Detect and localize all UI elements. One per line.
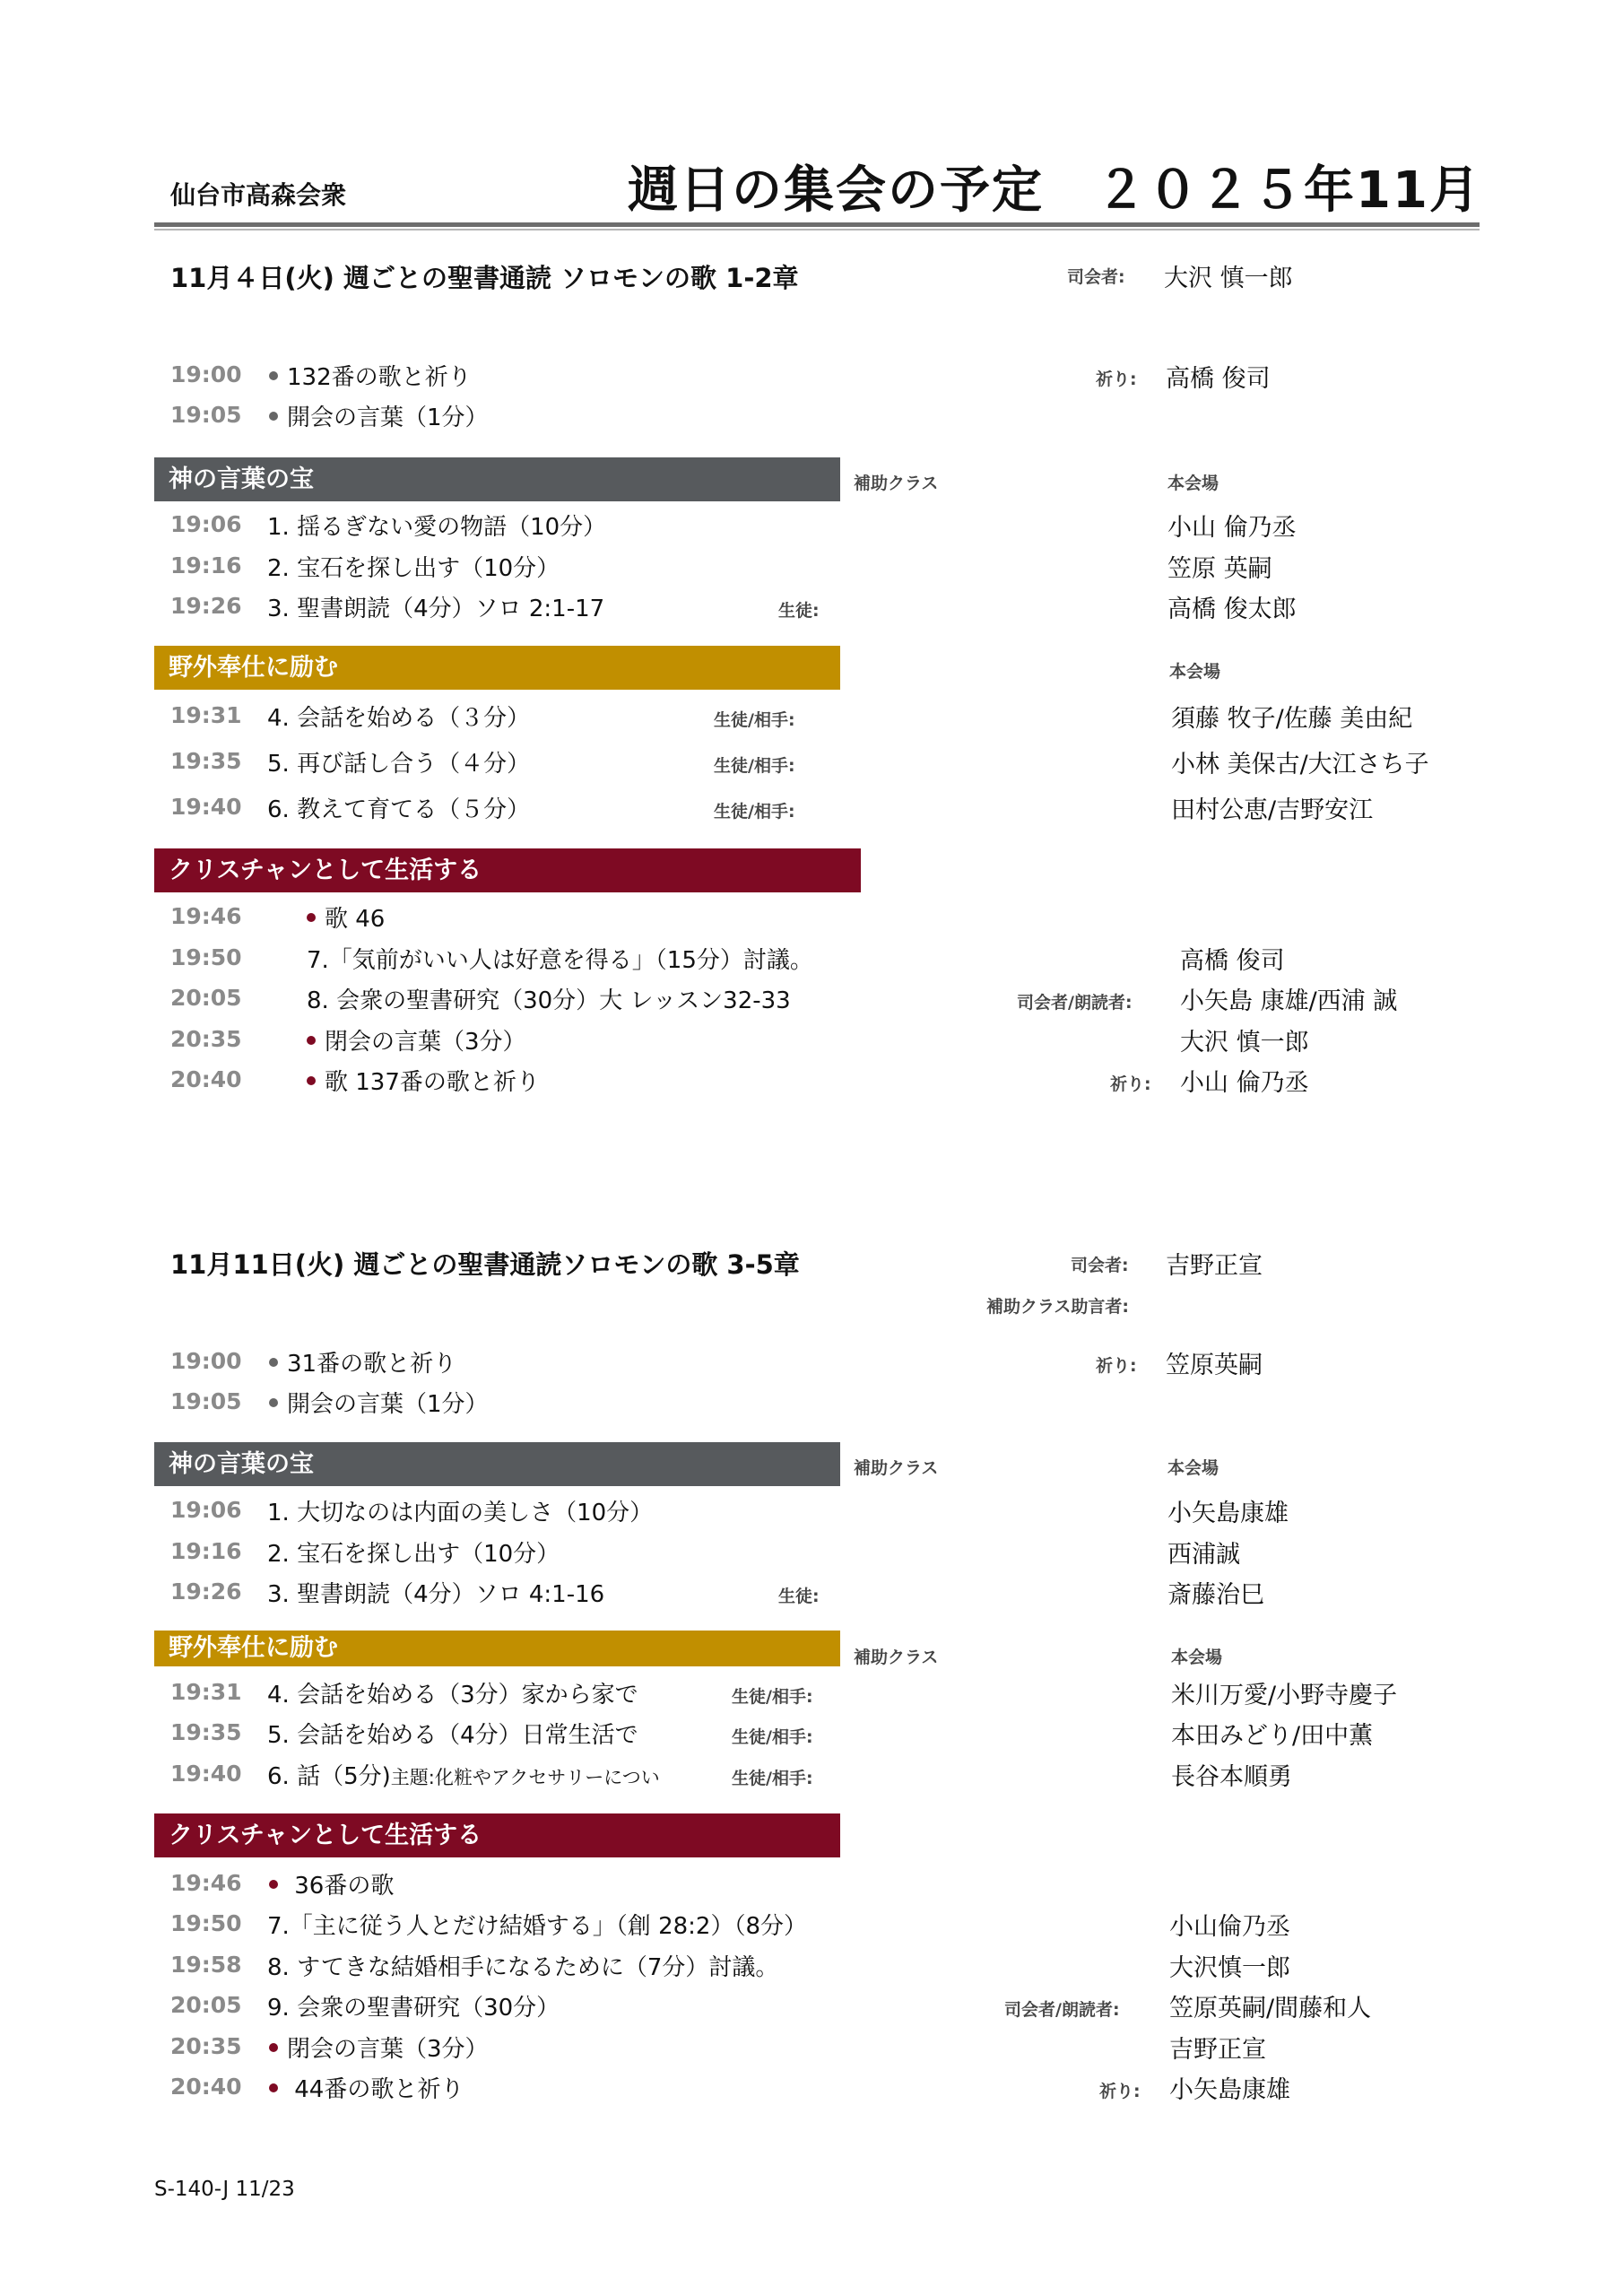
assignee-name: 小矢島康雄: [1167, 1500, 1289, 1527]
time: 19:06: [170, 1497, 242, 1523]
time: 19:26: [170, 1578, 242, 1605]
bullet-icon: [269, 1358, 278, 1367]
header-rule-light: [154, 229, 1480, 230]
main-hall-label: 本会場: [1169, 662, 1221, 682]
bullet-icon: [269, 371, 278, 380]
time: 19:46: [170, 1870, 242, 1896]
assignee-name: 小林 美保古/大江さち子: [1171, 751, 1429, 778]
assignee-name: 田村公恵/吉野安江: [1171, 796, 1374, 824]
program-item: 8. すてきな結婚相手になるために（7分）討議。: [267, 1954, 779, 1981]
assignee-name: 西浦誠: [1167, 1541, 1240, 1569]
program-item: 歌 137番の歌と祈り: [307, 1064, 540, 1097]
congregation-name: 仙台市高森会衆: [170, 180, 347, 210]
assignee-name: 笠原英嗣/間藤和人: [1169, 1995, 1372, 2022]
program-item: 閉会の言葉（3分）: [269, 2031, 489, 2064]
assignee-name: 高橋 俊司: [1166, 365, 1271, 393]
assignee-name: 小矢島康雄: [1169, 2076, 1290, 2104]
header-rule: [154, 222, 1480, 227]
aux-class-label: 補助クラス: [854, 1458, 939, 1478]
time: 19:40: [170, 1761, 242, 1787]
chairman-label: 司会者:: [1071, 1256, 1129, 1275]
role-label: 生徒/相手:: [714, 756, 795, 776]
assignee-name: 笠原 英嗣: [1167, 555, 1272, 583]
program-item: 36番の歌: [269, 1867, 394, 1900]
program-item: 5. 会話を始める（4分）日常生活で: [267, 1722, 638, 1749]
time: 20:05: [170, 1992, 242, 2018]
program-item: 2. 宝石を探し出す（10分）: [267, 555, 560, 582]
chairman-label: 司会者:: [1067, 267, 1125, 287]
bullet-icon: [269, 2043, 278, 2052]
program-item: 4. 会話を始める（3分）家から家で: [267, 1682, 638, 1709]
role-label: 祈り:: [1096, 1356, 1137, 1376]
assignee-name: 米川万愛/小野寺慶子: [1171, 1682, 1398, 1709]
assignee-name: 笠原英嗣: [1166, 1352, 1263, 1379]
time: 19:40: [170, 794, 242, 820]
time: 19:26: [170, 593, 242, 619]
program-item: 44番の歌と祈り: [269, 2071, 464, 2104]
program-item: 8. 会衆の聖書研究（30分）大 レッスン32-33: [307, 987, 791, 1014]
program-item: 132番の歌と祈り: [269, 359, 472, 392]
time: 19:06: [170, 511, 242, 537]
time: 19:35: [170, 1719, 242, 1745]
program-item: 閉会の言葉（3分）: [307, 1023, 526, 1057]
main-hall-label: 本会場: [1171, 1648, 1223, 1667]
week-heading: 11月11日(火) 週ごとの聖書通読ソロモンの歌 3-5章: [170, 1249, 800, 1280]
time: 19:00: [170, 1348, 242, 1374]
section-band-living: クリスチャンとして生活する: [154, 1813, 840, 1857]
assignee-name: 斎藤治巳: [1167, 1581, 1264, 1609]
assignee-name: 長谷本順勇: [1171, 1763, 1292, 1791]
program-item: 7.「気前がいい人は好意を得る」（15分）討議。: [307, 947, 813, 974]
main-hall-label: 本会場: [1167, 474, 1219, 493]
chairman-name: 大沢 慎一郎: [1164, 265, 1293, 292]
time: 20:35: [170, 1026, 242, 1052]
program-item: 歌 46: [307, 900, 385, 934]
time: 19:35: [170, 748, 242, 774]
chairman-name: 吉野正宣: [1166, 1252, 1263, 1280]
program-item: 1. 揺るぎない愛の物語（10分）: [267, 514, 607, 541]
section-band-ministry: 野外奉仕に励む: [154, 646, 840, 690]
assignee-name: 須藤 牧子/佐藤 美由紀: [1171, 705, 1413, 733]
time: 19:58: [170, 1952, 242, 1978]
section-band-treasures: 神の言葉の宝: [154, 457, 840, 501]
week-heading: 11月４日(火) 週ごとの聖書通読 ソロモンの歌 1-2章: [170, 263, 799, 293]
program-item: 31番の歌と祈り: [269, 1345, 456, 1378]
time: 19:31: [170, 702, 242, 728]
program-item: 3. 聖書朗読（4分）ソロ 2:1-17: [267, 596, 605, 622]
time: 19:05: [170, 1388, 242, 1414]
assignee-name: 高橋 俊太郎: [1167, 596, 1297, 623]
role-label: 生徒/相手:: [732, 1687, 813, 1707]
assignee-name: 小山倫乃丞: [1169, 1913, 1290, 1941]
time: 20:40: [170, 1066, 242, 1092]
assignee-name: 吉野正宣: [1169, 2036, 1266, 2064]
aux-class-label: 補助クラス: [854, 1648, 939, 1667]
time: 20:40: [170, 2074, 242, 2100]
bullet-icon: [269, 1880, 278, 1889]
main-hall-label: 本会場: [1167, 1458, 1219, 1478]
role-label: 生徒/相手:: [714, 802, 795, 822]
time: 19:05: [170, 402, 242, 428]
role-label: 生徒/相手:: [732, 1727, 813, 1747]
time: 19:00: [170, 361, 242, 387]
time: 19:16: [170, 1538, 242, 1564]
time: 19:50: [170, 1910, 242, 1936]
assignee-name: 大沢慎一郎: [1169, 1954, 1290, 1982]
role-label: 祈り:: [1110, 1074, 1151, 1094]
program-item: 7.「主に従う人とだけ結婚する」（創 28:2）（8分）: [267, 1913, 807, 1940]
time: 20:35: [170, 2033, 242, 2059]
aux-class-label: 補助クラス: [854, 474, 939, 493]
section-band-treasures: 神の言葉の宝: [154, 1442, 840, 1486]
form-code: S-140-J 11/23: [154, 2178, 295, 2201]
document-title: 週日の集会の予定 ２０２５年11月: [628, 161, 1481, 220]
role-label: 生徒:: [778, 1587, 820, 1606]
time: 19:16: [170, 552, 242, 578]
program-item: 開会の言葉（1分）: [269, 1386, 489, 1419]
program-item: 6. 話（5分)主題:化粧やアクセサリーについ: [267, 1763, 660, 1790]
program-item: 6. 教えて育てる（５分）: [267, 796, 531, 823]
assignee-name: 小山 倫乃丞: [1180, 1069, 1309, 1097]
bullet-icon: [269, 1398, 278, 1407]
assignee-name: 高橋 俊司: [1180, 947, 1285, 975]
program-item: 2. 宝石を探し出す（10分）: [267, 1541, 560, 1568]
time: 20:05: [170, 985, 242, 1011]
assignee-name: 小山 倫乃丞: [1167, 514, 1297, 542]
program-item: 3. 聖書朗読（4分）ソロ 4:1-16: [267, 1581, 605, 1608]
program-item: 開会の言葉（1分）: [269, 399, 489, 432]
assignee-name: 大沢 慎一郎: [1180, 1029, 1309, 1057]
bullet-icon: [307, 913, 316, 922]
role-label: 祈り:: [1099, 2082, 1141, 2101]
role-label: 生徒/相手:: [714, 710, 795, 730]
program-item: 1. 大切なのは内面の美しさ（10分）: [267, 1500, 654, 1526]
time: 19:31: [170, 1679, 242, 1705]
program-item: 4. 会話を始める（３分）: [267, 705, 531, 732]
talk-theme: 主題:化粧やアクセサリーについ: [390, 1767, 660, 1788]
aux-counselor-label: 補助クラス助言者:: [986, 1297, 1130, 1317]
role-label: 生徒/相手:: [732, 1769, 813, 1788]
assignee-name: 小矢島 康雄/西浦 誠: [1180, 987, 1398, 1015]
assignee-name: 本田みどり/田中薫: [1171, 1722, 1374, 1750]
time: 19:50: [170, 944, 242, 970]
bullet-icon: [269, 2083, 278, 2092]
section-band-ministry: 野外奉仕に励む: [154, 1631, 840, 1666]
role-label: 生徒:: [778, 601, 820, 621]
bullet-icon: [269, 412, 278, 421]
time: 19:46: [170, 903, 242, 929]
bullet-icon: [307, 1036, 316, 1045]
bullet-icon: [307, 1076, 316, 1085]
role-label: 司会者/朗読者:: [1017, 993, 1133, 1013]
section-band-living: クリスチャンとして生活する: [154, 848, 861, 892]
program-item: 5. 再び話し合う（４分）: [267, 751, 531, 778]
role-label: 司会者/朗読者:: [1004, 2000, 1120, 2020]
role-label: 祈り:: [1096, 370, 1137, 389]
program-item: 9. 会衆の聖書研究（30分）: [267, 1995, 560, 2022]
